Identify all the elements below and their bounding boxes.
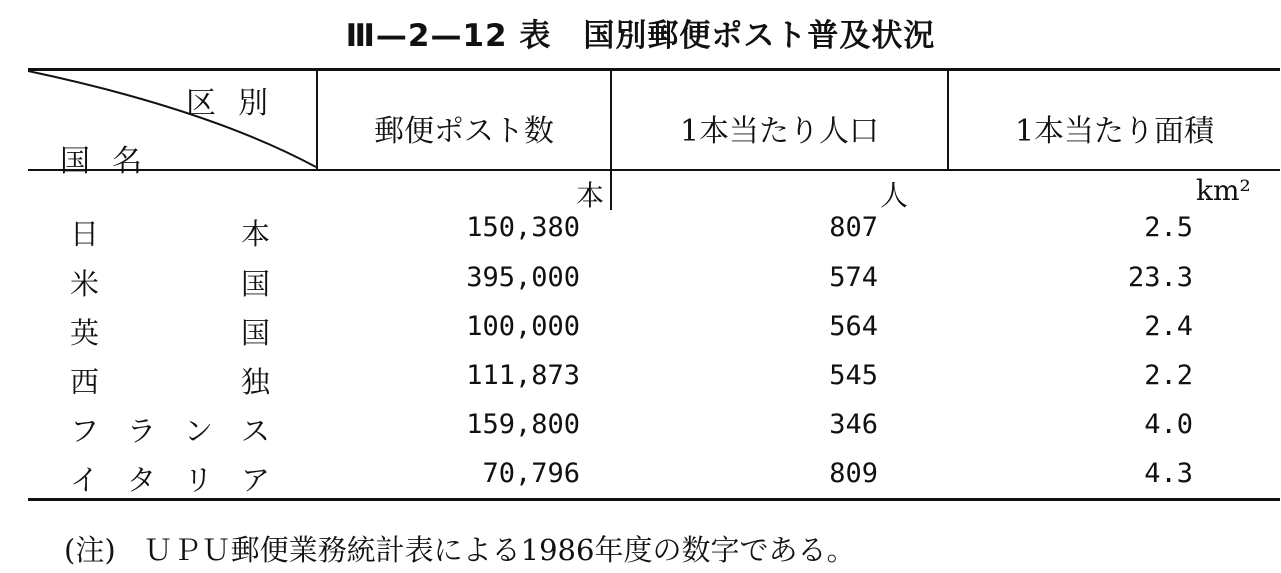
country-name [70,212,270,253]
country-char: 西 [70,365,100,399]
area-value: 4.3 [1144,458,1193,489]
country-char: 本 [240,217,270,251]
area-value: 4.0 [1144,409,1193,440]
unit-area: km² [1196,174,1251,207]
country-char: フ [70,414,100,448]
area-value: 2.5 [1144,212,1193,243]
posts-value: 150,380 [466,212,580,243]
posts-value: 159,800 [466,409,580,440]
corner-label-bottom: 国名 [60,144,164,179]
unit-posts: 本 [576,179,605,212]
posts-value: 100,000 [466,311,580,342]
country-char: 英 [70,316,100,350]
people-value: 545 [829,360,878,391]
country-char: 米 [70,267,100,301]
posts-value: 70,796 [482,458,580,489]
posts-value: 395,000 [466,262,580,293]
country-char: イ [70,463,100,497]
footnote [64,528,855,569]
unit-people: 人 [880,179,909,212]
people-value: 807 [829,212,878,243]
country-name [70,409,270,450]
column-header-people: 1本当たり人口 [679,114,880,149]
country-char: リ [183,463,213,497]
footnote-mark: (注) [64,533,116,567]
country-char: 日 [70,217,100,251]
country-char: ン [183,414,213,448]
country-char: ス [240,414,270,448]
country-name [70,311,270,352]
country-char: ラ [126,414,156,448]
area-value: 2.4 [1144,311,1193,342]
country-name [70,458,270,499]
posts-value: 111,873 [466,360,580,391]
country-char: 国 [240,267,270,301]
country-char: 独 [240,365,270,399]
country-name [70,262,270,303]
people-value: 346 [829,409,878,440]
column-header-posts: 郵便ポスト数 [374,114,554,149]
country-name [70,360,270,401]
column-header-area: 1本当たり面積 [1014,114,1215,149]
area-value: 23.3 [1127,262,1193,293]
people-value: 564 [829,311,878,342]
country-char: タ [126,463,156,497]
country-char: 国 [240,316,270,350]
people-value: 574 [829,262,878,293]
country-char: ア [240,463,270,497]
people-value: 809 [829,458,878,489]
area-value: 2.2 [1144,360,1193,391]
footnote-text: ＵＰＵ郵便業務統計表による1986年度の数字である。 [143,533,856,567]
table-title: Ⅲ—2—12 表 国別郵便ポスト普及状況 [345,18,936,54]
corner-label-top: 区別 [186,86,290,121]
